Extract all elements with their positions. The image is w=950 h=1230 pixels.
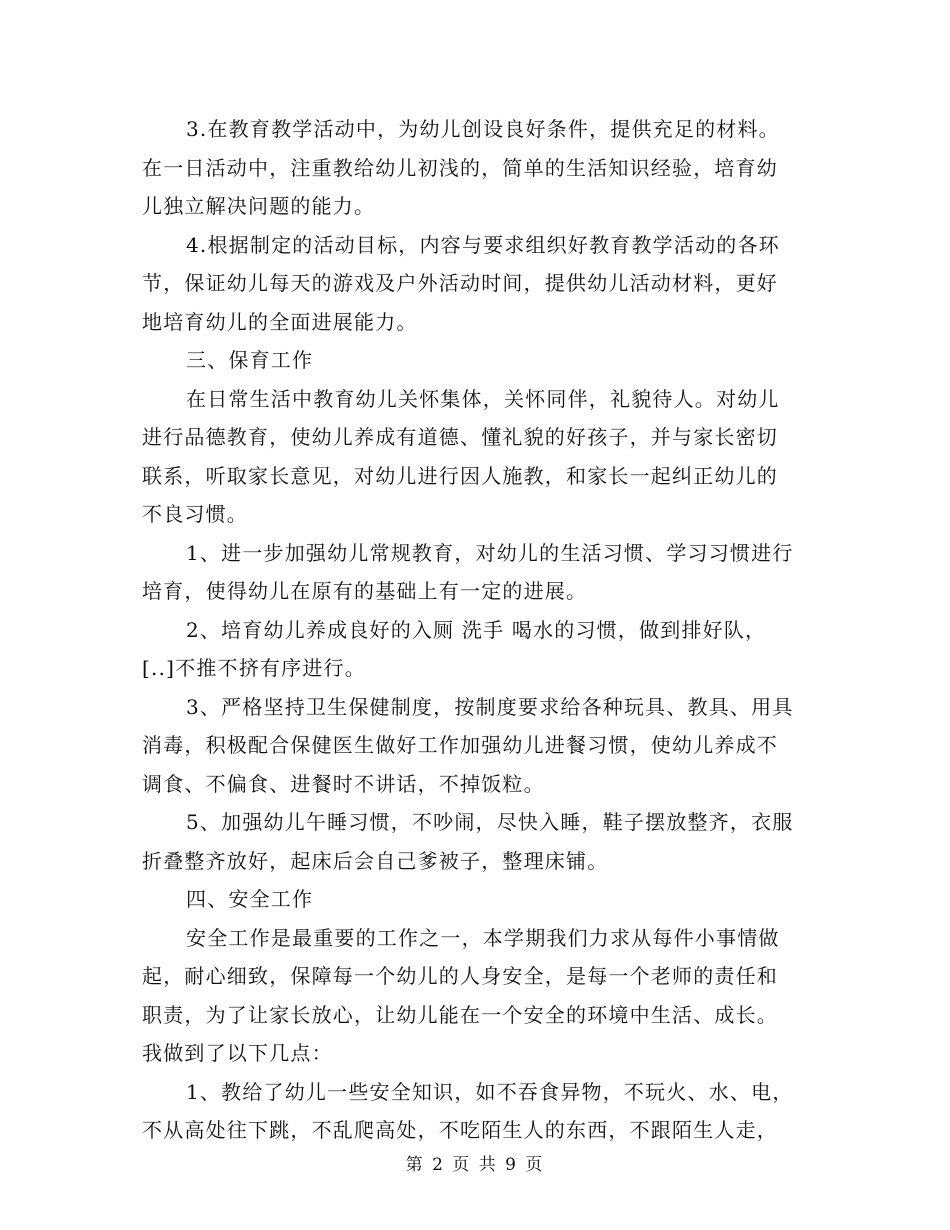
paragraph-line: 2、培育幼儿养成良好的入厕 洗手 喝水的习惯，做到排好队，: [186, 617, 767, 642]
paragraph-line: 3.在教育教学活动中，为幼儿创设良好条件，提供充足的材料。: [186, 117, 780, 141]
paragraph-line: 折叠整齐放好，起床后会自己爹被子，整理床铺。: [142, 848, 609, 873]
paragraph-line: 4.根据制定的活动目标，内容与要求组织好教育教学活动的各环: [186, 232, 780, 257]
paragraph-line: 在一日活动中，注重教给幼儿初浅的，简单的生活知识经验，培育幼: [142, 155, 778, 180]
paragraph-line: 进行品德教育，使幼儿养成有道德、懂礼貌的好孩子，并与家长密切: [142, 425, 778, 449]
paragraph-line: [..]不推不挤有序进行。: [142, 656, 366, 680]
paragraph-line: 节，保证幼儿每天的游戏及户外活动时间，提供幼儿活动材料，更好: [142, 271, 778, 295]
paragraph-line: 儿独立解决问题的能力。: [142, 194, 376, 218]
page-number-footer: 第 2 页 共 9 页: [405, 1155, 545, 1175]
paragraph-line: 联系，听取家长意见，对幼儿进行因人施教，和家长一起纠正幼儿的: [142, 463, 778, 488]
paragraph-line: 培育，使得幼儿在原有的基础上有一定的进展。: [142, 579, 588, 603]
paragraph-line: 不良习惯。: [142, 502, 248, 526]
paragraph-line: 安全工作是最重要的工作之一，本学期我们力求从每件小事情做: [186, 925, 780, 950]
document-body: [142, 110, 812, 1150]
paragraph-line: 调食、不偏食、进餐时不讲话，不掉饭粒。: [142, 771, 545, 796]
paragraph-line: 不从高处往下跳，不乱爬高处，不吃陌生人的东西，不跟陌生人走，: [142, 1118, 778, 1142]
paragraph-line: 消毒，积极配合保健医生做好工作加强幼儿进餐习惯，使幼儿养成不: [142, 733, 778, 757]
paragraph-line: 3、严格坚持卫生保健制度，按制度要求给各种玩具、教具、用具: [186, 694, 794, 719]
paragraph-line: 1、教给了幼儿一些安全知识，如不吞食异物，不玩火、水、电，: [186, 1079, 794, 1104]
paragraph-line: 起，耐心细致，保障每一个幼儿的人身安全，是每一个老师的责任和: [142, 964, 778, 988]
paragraph-line: 我做到了以下几点：: [142, 1041, 333, 1065]
section-heading: 三、保育工作: [186, 348, 314, 372]
paragraph-line: 在日常生活中教育幼儿关怀集体，关怀同伴，礼貌待人。对幼儿: [186, 386, 780, 411]
paragraph-line: 职责，为了让家长放心，让幼儿能在一个安全的环境中生活、成长。: [142, 1002, 778, 1027]
paragraph-line: 1、进一步加强幼儿常规教育，对幼儿的生活习惯、学习习惯进行: [186, 540, 794, 565]
section-heading: 四、安全工作: [186, 887, 314, 911]
paragraph-line: 地培育幼儿的全面进展能力。: [142, 309, 418, 334]
paragraph-line: 5、加强幼儿午睡习惯，不吵闹，尽快入睡，鞋子摆放整齐，衣服: [186, 810, 794, 834]
